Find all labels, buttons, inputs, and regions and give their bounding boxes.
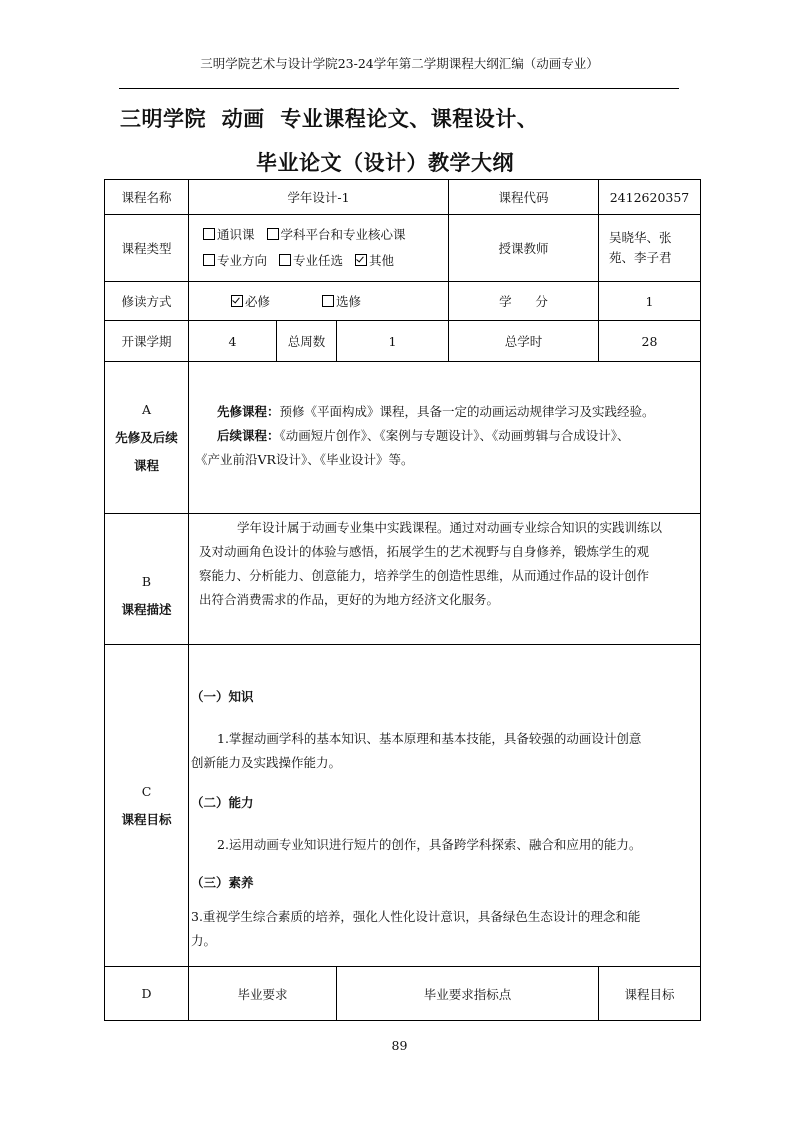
mode-required[interactable]: 必修	[231, 294, 270, 309]
teacher-line2: 苑、李子君	[609, 250, 672, 265]
goal-heading-ability: （二）能力	[191, 795, 254, 810]
section-a-title2: 课程	[133, 457, 159, 473]
section-a-letter: A	[141, 401, 152, 417]
prereq-text: 预修《平面构成》课程，具备一定的动画运动规律学习及实践经验。	[279, 404, 655, 419]
section-a-content	[189, 362, 701, 514]
type-option-general[interactable]: 通识课	[203, 227, 255, 242]
weeks-label: 总周数	[277, 321, 337, 362]
checkbox-icon[interactable]	[322, 295, 334, 307]
credit-label: 学 分	[449, 282, 599, 321]
section-b-title: 课程描述	[121, 602, 172, 617]
section-a-title1: 先修及后续	[115, 429, 178, 445]
row-section-a	[105, 362, 701, 514]
section-d-letter: D	[105, 967, 189, 1021]
row-course-type	[105, 215, 701, 282]
teacher-label: 授课教师	[449, 215, 599, 282]
goal-knowledge-line1: 1.掌握动画学科的基本知识、基本原理和基本技能，具备较强的动画设计创意	[217, 731, 642, 746]
section-b-label	[105, 514, 189, 645]
checkbox-icon[interactable]	[267, 228, 279, 240]
prereq-label: 先修课程：	[217, 404, 280, 419]
checkbox-icon[interactable]	[203, 254, 215, 266]
goal-heading-knowledge: （一）知识	[191, 689, 254, 704]
goal-literacy-line2: 力。	[191, 933, 217, 948]
semester-label: 开课学期	[105, 321, 189, 362]
desc-line1: 学年设计属于动画专业集中实践课程。通过对动画专业综合知识的实践训练以	[237, 520, 663, 535]
type-option-core[interactable]: 学科平台和专业核心课	[267, 227, 406, 242]
goal-knowledge-line2: 创新能力及实践操作能力。	[191, 755, 342, 770]
section-c-label	[105, 645, 189, 967]
desc-line3: 察能力、分析能力、创意能力，培养学生的创造性思维，从而通过作品的设计创作	[199, 568, 650, 583]
section-b-letter: B	[141, 574, 152, 589]
semester-value: 4	[189, 321, 277, 362]
row-section-b	[105, 514, 701, 645]
course-name-label: 课程名称	[105, 180, 189, 215]
mode-elective[interactable]: 选修	[322, 294, 361, 309]
goal-literacy-line1: 3.重视学生综合素质的培养，强化人性化设计意识，具备绿色生态设计的理念和能	[191, 909, 641, 924]
followup-label: 后续课程：	[217, 428, 280, 443]
hours-value: 28	[599, 321, 701, 362]
section-a-label	[105, 362, 189, 514]
study-mode-label: 修读方式	[105, 282, 189, 321]
desc-line2: 及对动画角色设计的体验与感悟，拓展学生的艺术视野与自身修养，锻炼学生的观	[199, 544, 650, 559]
col-grad-indicator: 毕业要求指标点	[337, 967, 599, 1021]
type-option-other[interactable]: 其他	[355, 253, 394, 268]
checkbox-checked-icon[interactable]	[355, 254, 367, 266]
weeks-value: 1	[337, 321, 449, 362]
row-course-name	[105, 180, 701, 215]
section-c-title: 课程目标	[121, 811, 172, 827]
col-grad-requirement: 毕业要求	[189, 967, 337, 1021]
section-b-content	[189, 514, 701, 645]
desc-line4: 出符合消费需求的作品，更好的为地方经济文化服务。	[199, 592, 500, 607]
checkbox-checked-icon[interactable]	[231, 295, 243, 307]
row-section-d	[105, 967, 701, 1021]
followup-text-line1: 《动画短片创作》、《案例与专题设计》、《动画剪辑与合成设计》、	[279, 428, 630, 443]
section-c-letter: C	[141, 783, 152, 799]
course-type-options	[189, 215, 449, 282]
goal-heading-literacy: （三）素养	[191, 875, 254, 890]
followup-text-line2: 《产业前沿VR设计》、《毕业设计》等。	[195, 452, 414, 467]
type-option-elective[interactable]: 专业任选	[279, 253, 343, 268]
header-rule	[119, 88, 679, 89]
checkbox-icon[interactable]	[203, 228, 215, 240]
goal-ability-line: 2.运用动画专业知识进行短片的创作，具备跨学科探索、融合和应用的能力。	[217, 837, 642, 852]
teacher-line1: 吴晓华、张	[609, 230, 672, 245]
course-code-value: 2412620357	[599, 180, 701, 215]
course-type-label: 课程类型	[105, 215, 189, 282]
syllabus-table	[104, 179, 701, 1021]
row-study-mode	[105, 282, 701, 321]
course-name-value: 学年设计-1	[189, 180, 449, 215]
teacher-value	[599, 215, 701, 282]
section-c-content	[189, 645, 701, 967]
page-header: 三明学院艺术与设计学院23-24学年第二学期课程大纲汇编（动画专业）	[200, 56, 599, 71]
credit-value: 1	[599, 282, 701, 321]
checkbox-icon[interactable]	[279, 254, 291, 266]
row-semester	[105, 321, 701, 362]
hours-label: 总学时	[449, 321, 599, 362]
course-code-label: 课程代码	[449, 180, 599, 215]
type-option-direction[interactable]: 专业方向	[203, 253, 267, 268]
study-mode-options	[189, 282, 449, 321]
doc-title-line2: 毕业论文（设计）教学大纲	[256, 151, 514, 175]
row-section-c	[105, 645, 701, 967]
page-number: 89	[391, 1038, 408, 1053]
col-course-goal: 课程目标	[599, 967, 701, 1021]
doc-title-line1: 三明学院 动画 专业课程论文、课程设计、	[120, 107, 539, 131]
